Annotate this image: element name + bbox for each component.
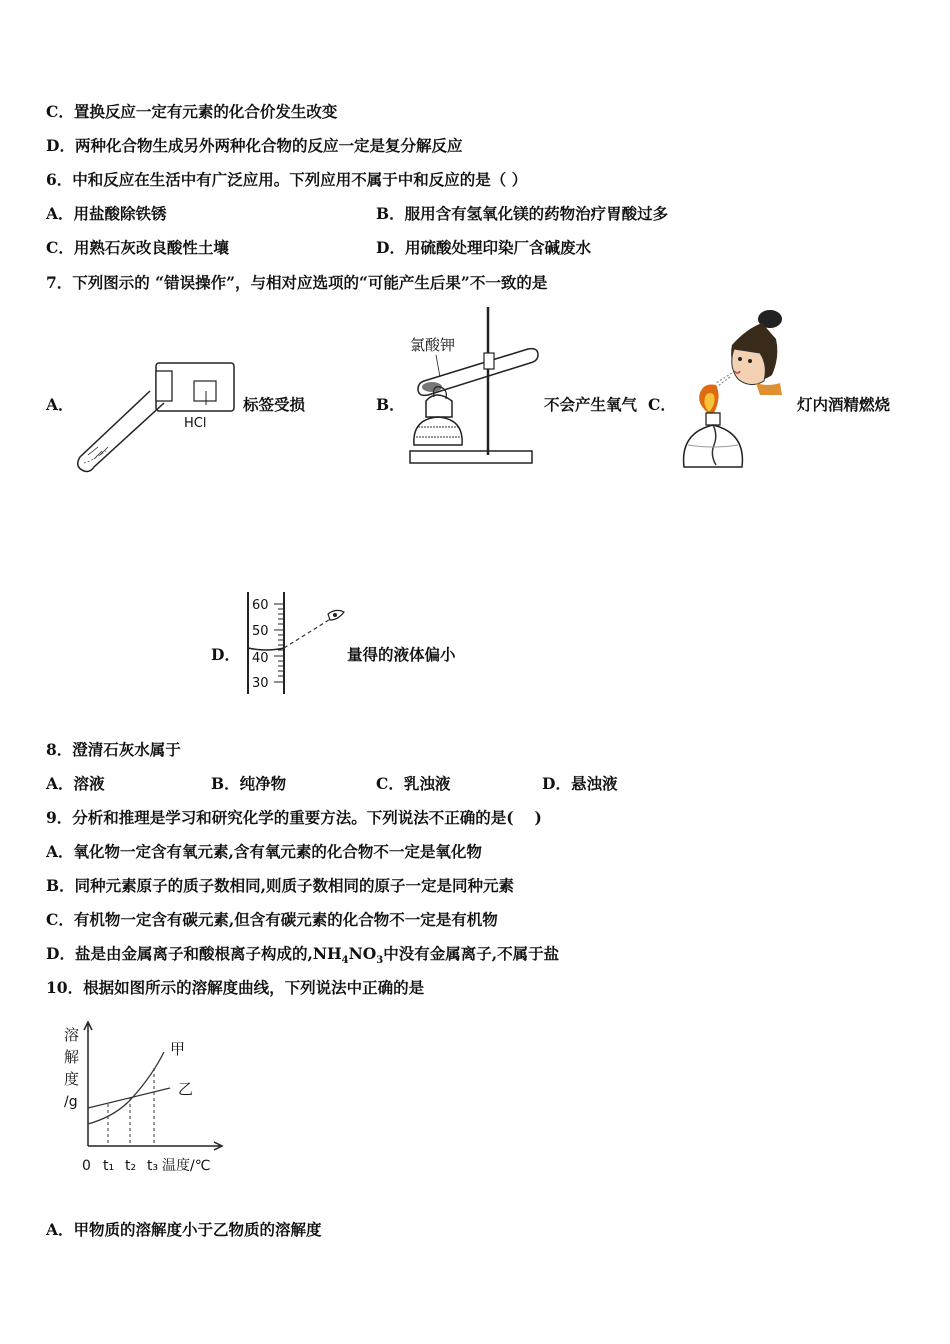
q7-a-text: 标签受损 xyxy=(243,395,306,414)
q6-stem: 6．中和反应在生活中有广泛应用。下列应用不属于中和反应的是（ ） xyxy=(46,170,528,189)
tick-t2: t₂ xyxy=(125,1158,137,1174)
y-label-2: 解 xyxy=(64,1048,80,1066)
curve-jia-label: 甲 xyxy=(170,1040,186,1058)
solubility-curve-graph xyxy=(56,1018,226,1178)
q9-option-b: B．同种元素原子的质子数相同,则质子数相同的原子一定是同种元素 xyxy=(46,876,514,895)
hcl-label: HCl xyxy=(184,416,207,431)
q9-option-a: A．氧化物一定含有氧元素,含有氧元素的化合物不一定是氧化物 xyxy=(46,842,482,861)
q7-a-label: A． xyxy=(46,395,74,414)
q6-option-c: C．用熟石灰改良酸性土壤 xyxy=(46,238,229,257)
q8-option-b: B．纯净物 xyxy=(211,774,287,793)
y-label-4: /g xyxy=(64,1094,78,1110)
q7-c-text: 灯内酒精燃烧 xyxy=(797,395,891,414)
q8-option-a: A．溶液 xyxy=(46,774,105,793)
q7-b-label: B． xyxy=(376,395,405,414)
blowing-out-lamp-figure xyxy=(676,305,794,473)
tick-t1: t₁ xyxy=(103,1158,115,1174)
q7-d-label: D． xyxy=(211,645,240,664)
q6-option-a: A．用盐酸除铁锈 xyxy=(46,204,167,223)
q7-c-label: C． xyxy=(648,395,676,414)
q9-option-c: C．有机物一定含有碳元素,但含有碳元素的化合物不一定是有机物 xyxy=(46,910,498,929)
q10-stem: 10．根据如图所示的溶解度曲线，下列说法中正确的是 xyxy=(46,978,425,997)
q8-option-d: D．悬浊液 xyxy=(542,774,618,793)
test-tube-pouring-figure xyxy=(72,355,242,475)
q6-option-d: D．用硫酸处理印染厂含碱废水 xyxy=(376,238,591,257)
y-label-3: 度 xyxy=(64,1070,80,1088)
y-label-1: 溶 xyxy=(64,1026,80,1044)
q10-option-a: A．甲物质的溶解度小于乙物质的溶解度 xyxy=(46,1220,322,1239)
kclo3-label: 氯酸钾 xyxy=(410,336,456,354)
curve-yi xyxy=(88,1088,170,1108)
q7-stem: 7．下列图示的 “错误操作”，与相对应选项的“可能产生后果”不一致的是 xyxy=(46,273,548,292)
graduated-cylinder-figure xyxy=(240,590,350,698)
q6-option-b: B．服用含有氢氧化镁的药物治疗胃酸过多 xyxy=(376,204,669,223)
scale-50: 50 xyxy=(252,624,269,639)
q8-option-c: C．乳浊液 xyxy=(376,774,451,793)
curve-jia xyxy=(88,1052,164,1124)
scale-40: 40 xyxy=(252,651,269,666)
q7-d-text: 量得的液体偏小 xyxy=(347,645,456,664)
q5-option-d: D．两种化合物生成另外两种化合物的反应一定是复分解反应 xyxy=(46,136,463,155)
q9-option-d: D．盐是由金属离子和酸根离子构成的$,NH_4NO_3$中没有金属离子,不属于盐 xyxy=(46,944,560,967)
q8-stem: 8．澄清石灰水属于 xyxy=(46,740,181,759)
q7-b-text: 不会产生氧气 xyxy=(544,395,638,414)
scale-30: 30 xyxy=(252,676,269,691)
q9-stem: 9．分析和推理是学习和研究化学的重要方法。下列说法不正确的是( ) xyxy=(46,808,542,827)
tick-t3: t₃ xyxy=(147,1158,159,1174)
heating-apparatus-figure xyxy=(400,305,545,470)
q5-option-c: C．置换反应一定有元素的化合价发生改变 xyxy=(46,102,338,121)
scale-60: 60 xyxy=(252,598,269,613)
origin-label: 0 xyxy=(82,1158,91,1174)
curve-yi-label: 乙 xyxy=(178,1080,194,1098)
x-axis-label: 温度/℃ xyxy=(162,1158,211,1174)
